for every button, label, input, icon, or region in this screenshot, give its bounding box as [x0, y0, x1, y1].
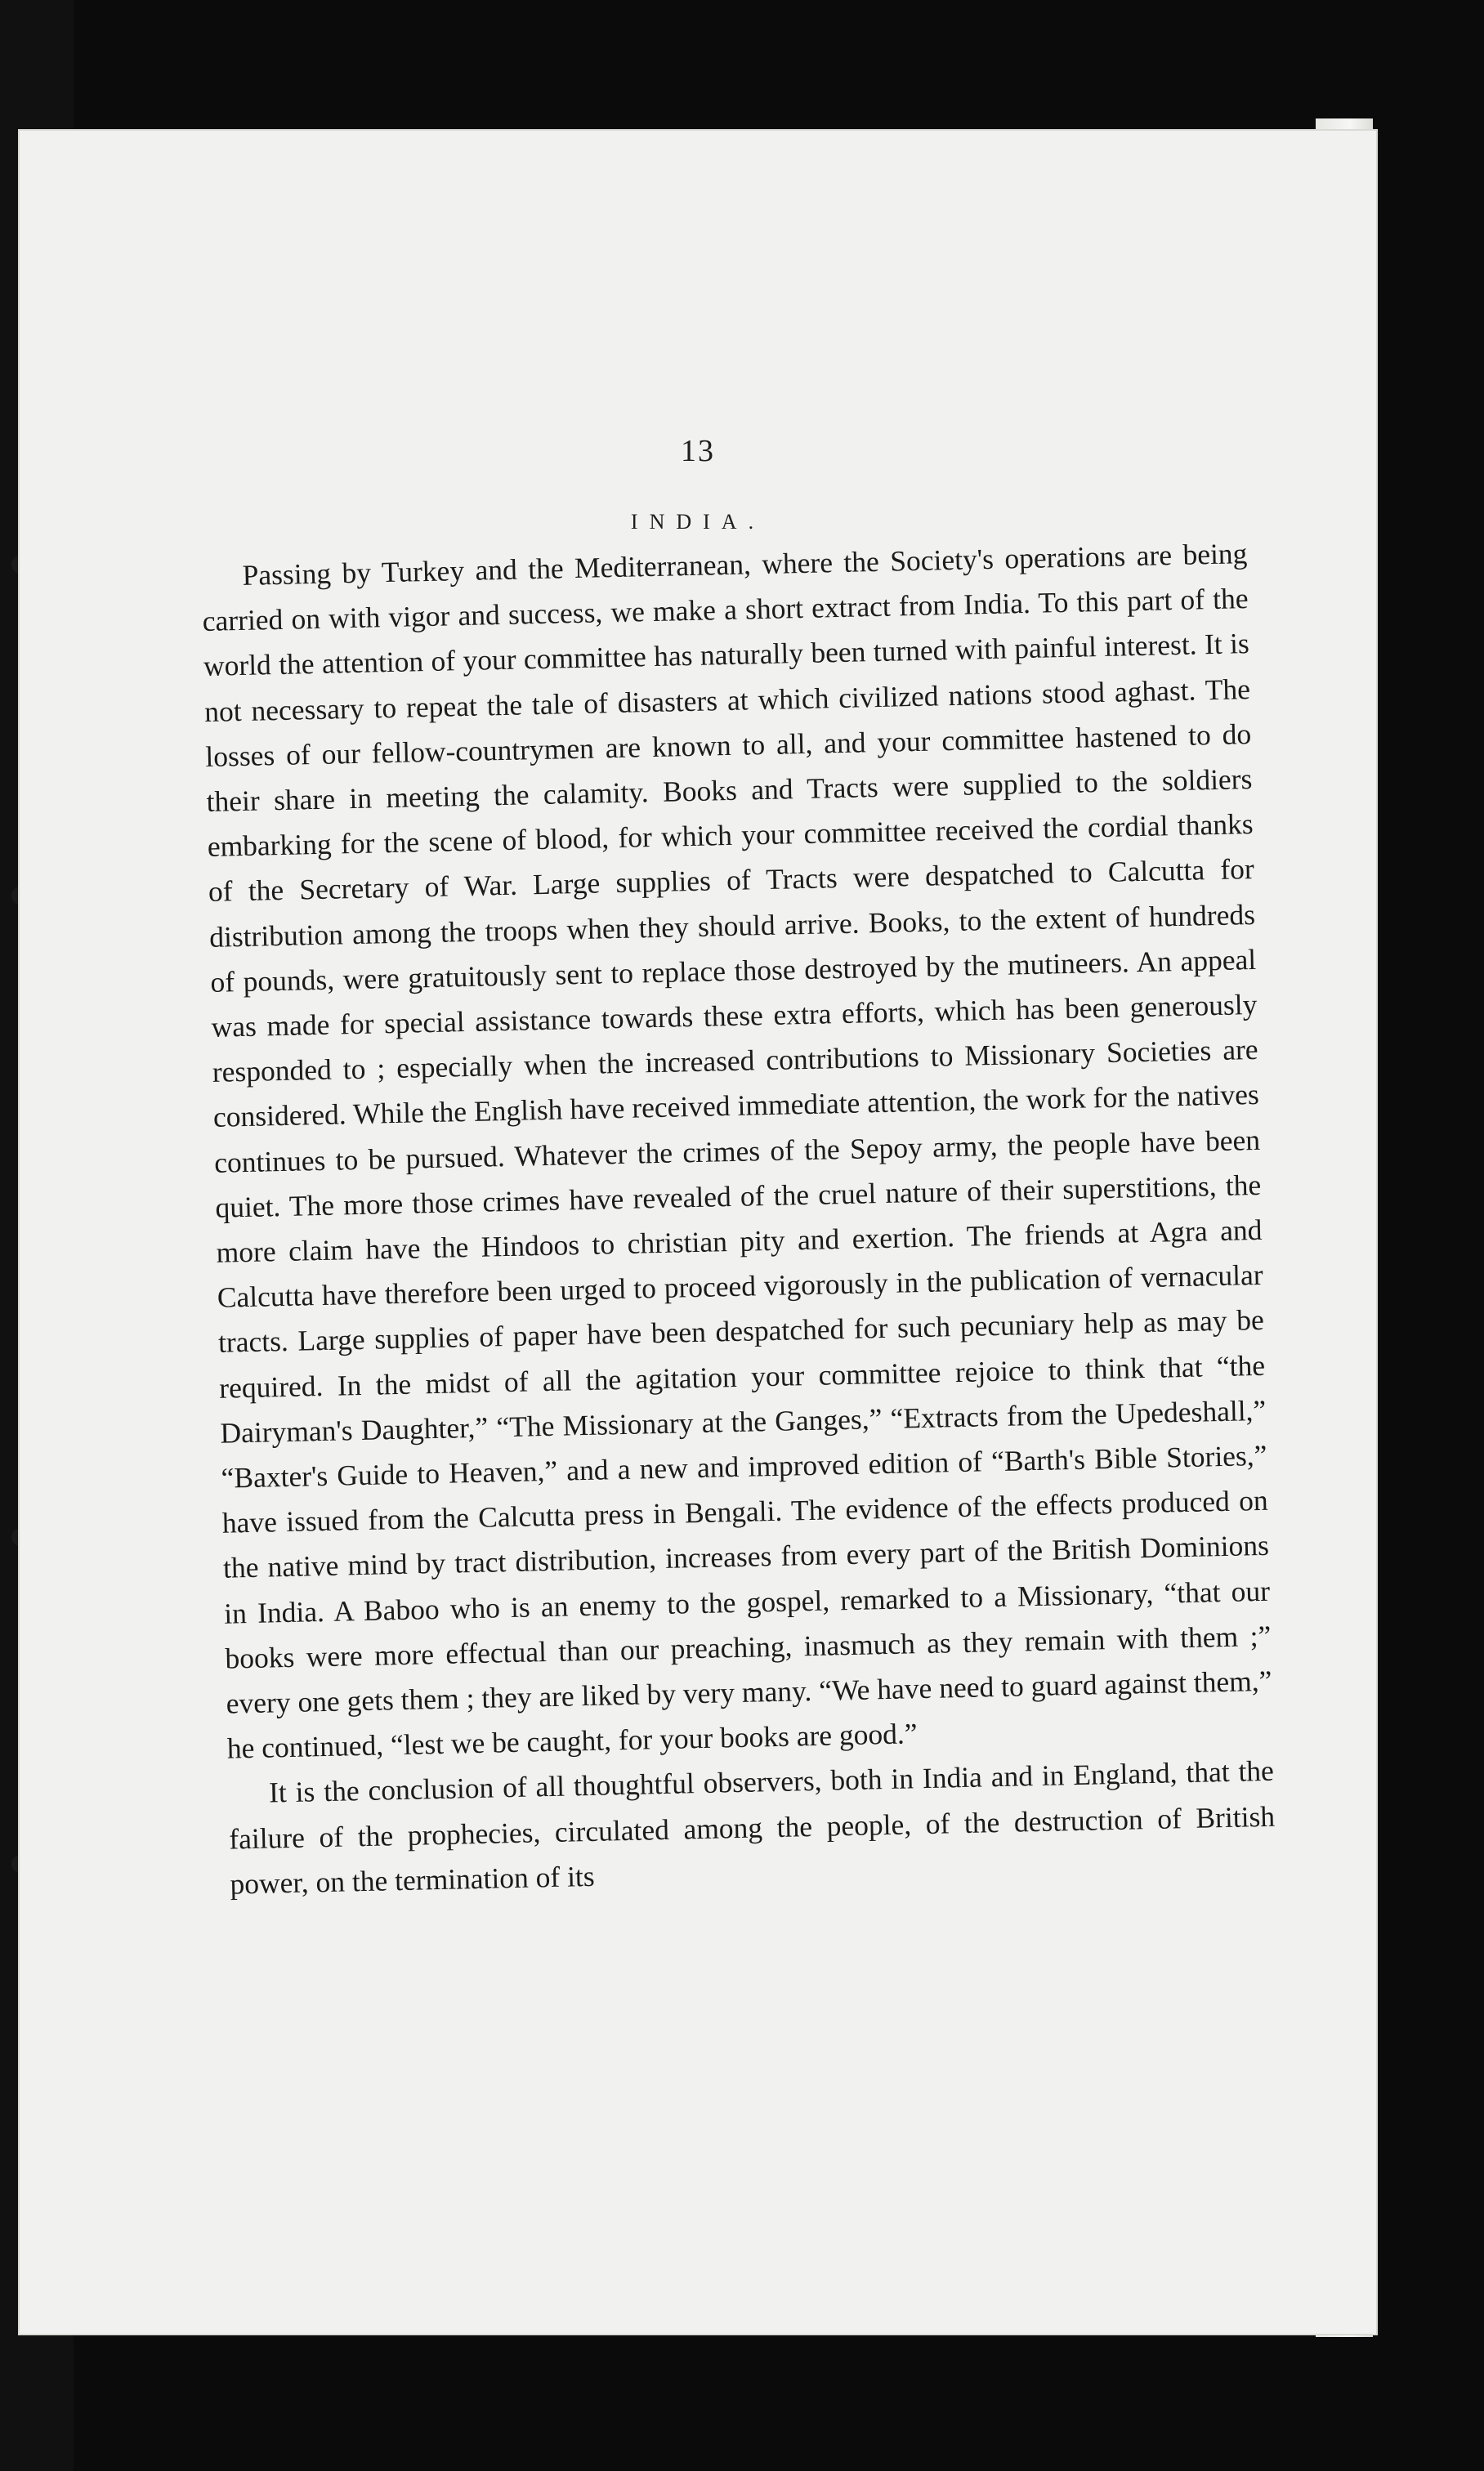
- body-text: [201, 531, 1276, 1907]
- document-page: [18, 129, 1378, 2335]
- section-heading: INDIA.: [630, 510, 766, 534]
- paragraph: Passing by Turkey and the Mediterranean, where the Society's operations are being carried on with vigor and success, we make a short extract from India. To this part of the world the attention of your committee has naturally been turned with painful interest. It is not necessary to repeat the tale of disasters at which civilized nations stood aghast. The losses of our fellow-countrymen are known to all, and your committee hastened to do their share in meeting the calamity. Books and Tracts were supplied to the soldiers embarking for the scene of blood, for which your committee received the cordial thanks of the Secretary of War. Large supplies of Tracts were despatched to Calcutta for distribution among the troops when they should arrive. Books, to the extent of hundreds of pounds, were gratuitously sent to replace those destroyed by the mutineers. An appeal was made for special assistance towards these extra efforts, which has been generously responded to ; especially when the increased contributions to Missionary Societies are considered. While the English have received immediate attention, the work for the natives continues to be pursued. Whatever the crimes of the Sepoy army, the people have been quiet. The more those crimes have revealed of the cruel nature of their superstitions, the more claim have the Hindoos to christian pity and exertion. The friends at Agra and Calcutta have therefore been urged to proceed vigorously in the publication of vernacular tracts. Large supplies of paper have been despatched for such pecuniary help as may be required. In the midst of all the agitation your committee rejoice to think that “the Dairyman's Daughter,” “The Missionary at the Ganges,” “Extracts from the Upedeshall,” “Baxter's Guide to Heaven,” and a new and improved edition of “Barth's Bible Stories,” have issued from the Calcutta press in Bengali. The evidence of the effects produced on the native mind by tract distribution, increases from every part of the British Dominions in India. A Baboo who is an enemy to the gospel, remarked to a Missionary, “that our books were more effectual than our preaching, inasmuch as they remain with them ;” every one gets them ; they are liked by very many. “We have need to guard against them,” he continued, “lest we be caught, for your books are good.”: [202, 537, 1272, 1765]
- paragraph: It is the conclusion of all thoughtful observers, both in India and in England, that the failure of the prophecies, circulated among the people, of the destruction of British power, on the termination of its: [228, 1754, 1276, 1901]
- page-number: 13: [681, 434, 715, 468]
